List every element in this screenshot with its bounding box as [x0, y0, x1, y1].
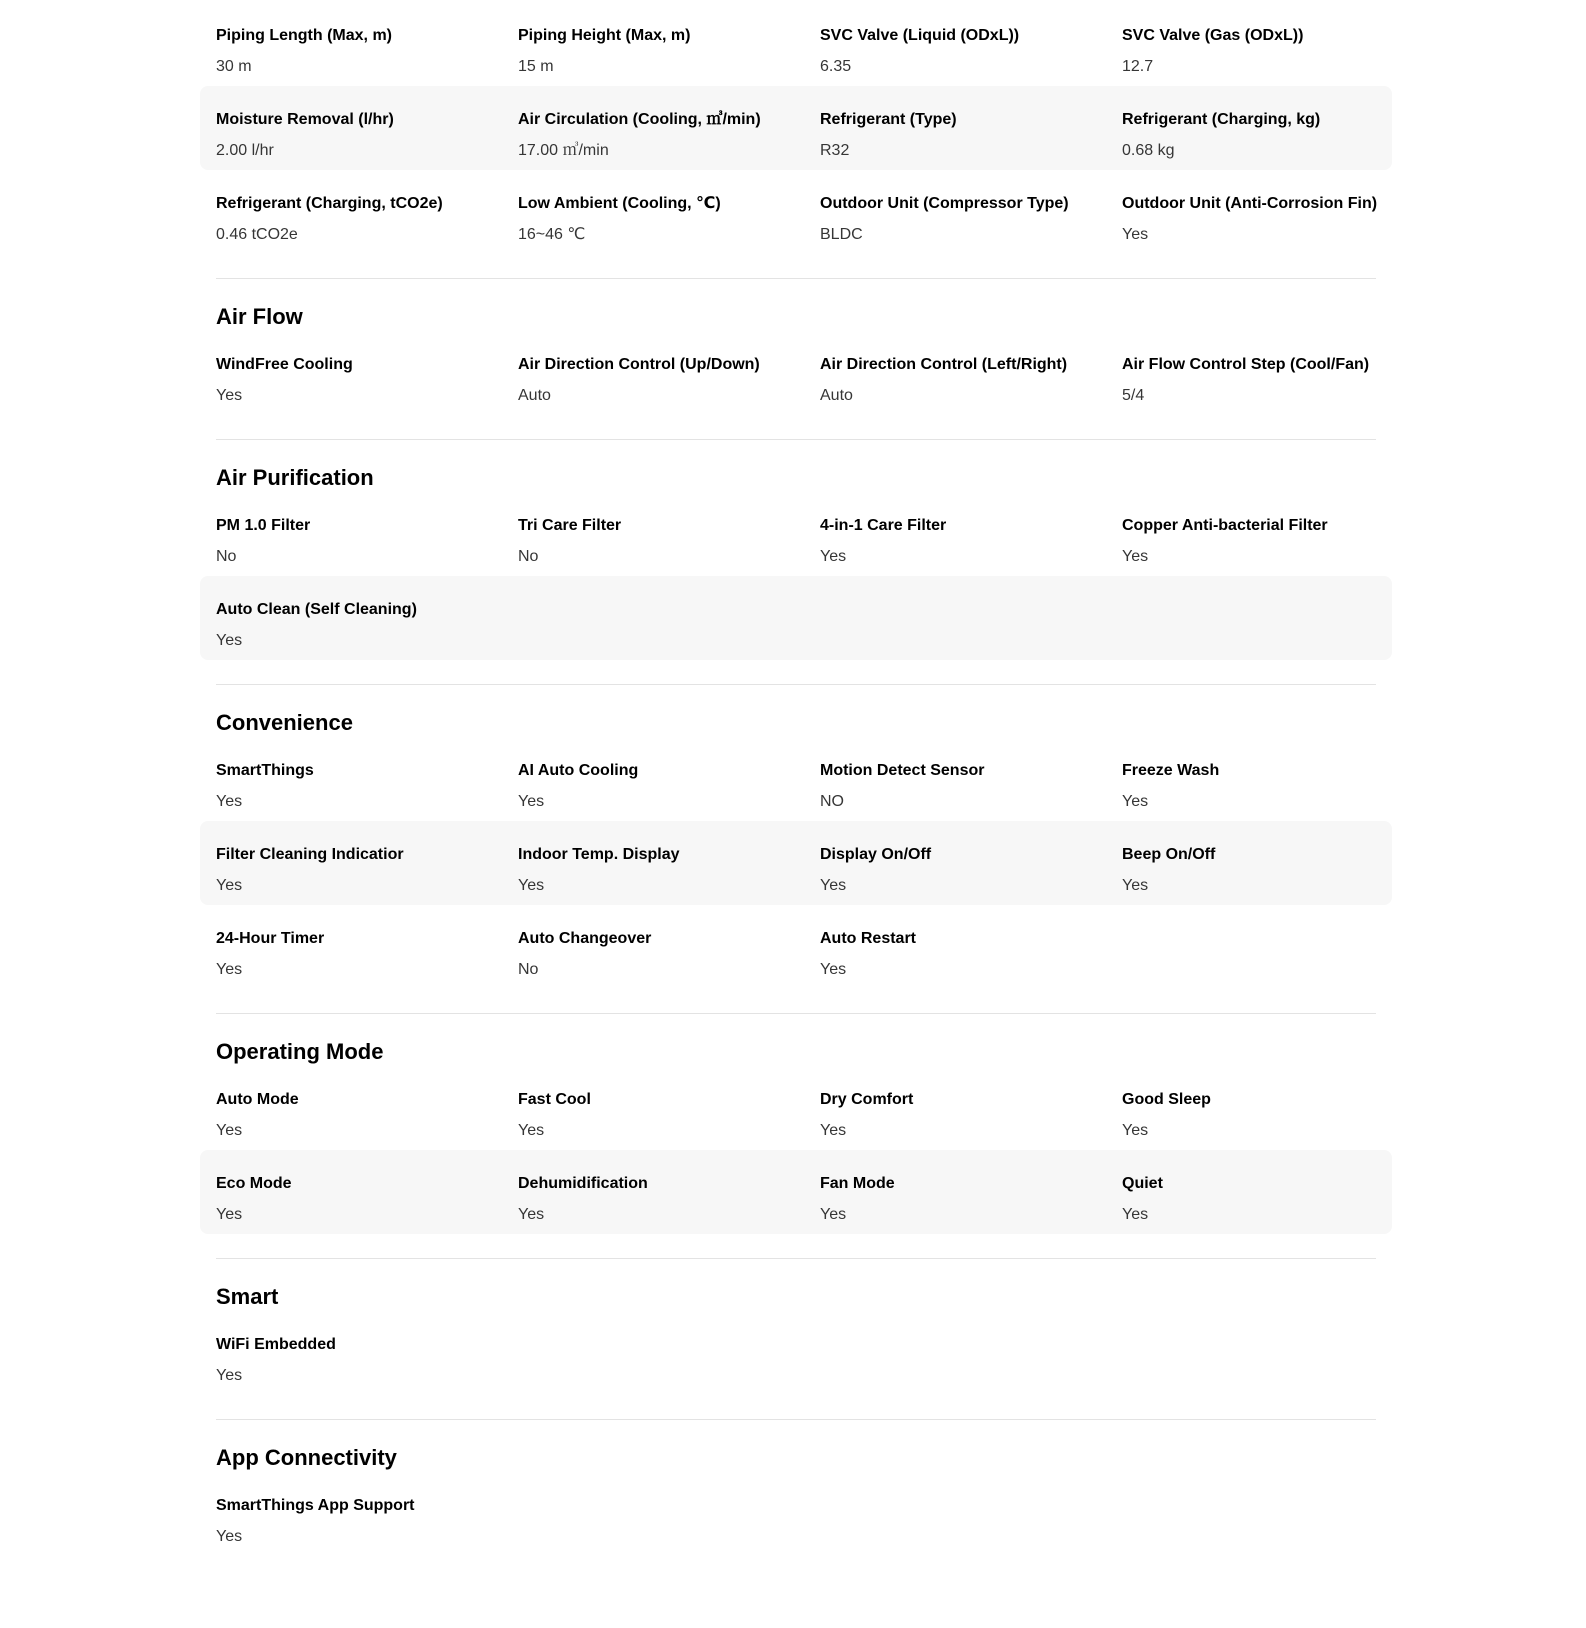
spec-item-dehumidification — [518, 1150, 820, 1234]
spec-section-smart — [200, 1258, 1392, 1395]
spec-label: Filter Cleaning Indicatior — [216, 846, 404, 863]
spec-row — [200, 821, 1392, 905]
spec-value: Yes — [216, 387, 243, 404]
spec-value: Yes — [1122, 1122, 1149, 1139]
spec-value: Yes — [820, 961, 847, 978]
spec-row — [200, 576, 1392, 660]
spec-row — [200, 737, 1392, 821]
spec-label: Quiet — [1122, 1175, 1163, 1192]
spec-value: 30 m — [216, 58, 252, 75]
spec-value: Yes — [518, 1122, 545, 1139]
spec-value: Yes — [216, 961, 243, 978]
spec-value: Yes — [820, 1206, 847, 1223]
spec-group-general — [200, 2, 1392, 254]
spec-item-auto-restart — [820, 905, 1122, 989]
spec-item-4-in-1-care-filter — [820, 492, 1122, 576]
spec-value: NO — [820, 793, 844, 810]
section-title: App Connectivity — [216, 1445, 397, 1470]
spec-label: Low Ambient (Cooling, ℃) — [518, 195, 721, 212]
spec-item-smartthings — [216, 737, 518, 821]
spec-value: Yes — [1122, 1206, 1149, 1223]
spec-label: WiFi Embedded — [216, 1336, 336, 1353]
spec-label: Air Flow Control Step (Cool/Fan) — [1122, 356, 1370, 373]
spec-item-beep-on-off — [1122, 821, 1424, 905]
spec-value: R32 — [820, 142, 850, 159]
spec-value: Yes — [216, 1122, 243, 1139]
spec-label: AI Auto Cooling — [518, 762, 639, 779]
spec-item-auto-mode — [216, 1066, 518, 1150]
spec-label: Indoor Temp. Display — [518, 846, 680, 863]
section-divider — [216, 1258, 1376, 1259]
spec-item-svc-valve-liquid-odxl — [820, 2, 1122, 86]
spec-value: No — [216, 548, 237, 565]
spec-value: BLDC — [820, 226, 863, 243]
spec-row — [200, 1150, 1392, 1234]
spec-item-pm-1-0-filter — [216, 492, 518, 576]
spec-page — [200, 0, 1392, 1556]
spec-row — [200, 1066, 1392, 1150]
spec-item-good-sleep — [1122, 1066, 1424, 1150]
spec-section-air-purification — [200, 439, 1392, 660]
spec-item-ai-auto-cooling — [518, 737, 820, 821]
spec-label: 4-in-1 Care Filter — [820, 517, 947, 534]
spec-item-svc-valve-gas-odxl — [1122, 2, 1424, 86]
spec-label: Beep On/Off — [1122, 846, 1216, 863]
spec-value: 0.68 kg — [1122, 142, 1175, 159]
section-title: Smart — [216, 1284, 279, 1309]
spec-item-wifi-embedded — [216, 1311, 518, 1395]
spec-item-fast-cool — [518, 1066, 820, 1150]
spec-item-refrigerant-charging-tco2e — [216, 170, 518, 254]
spec-row — [200, 86, 1392, 170]
spec-label: SVC Valve (Liquid (ODxL)) — [820, 27, 1020, 44]
spec-row — [200, 905, 1392, 989]
section-title: Air Purification — [216, 465, 374, 490]
spec-label: Auto Restart — [820, 930, 917, 947]
spec-value: Yes — [216, 632, 243, 649]
spec-value: Yes — [518, 877, 545, 894]
spec-label: Air Direction Control (Left/Right) — [820, 356, 1068, 373]
spec-value: 2.00 l/hr — [216, 142, 274, 159]
spec-row — [200, 1311, 1392, 1395]
spec-label: Piping Height (Max, m) — [518, 27, 691, 44]
spec-value: Yes — [518, 1206, 545, 1223]
spec-label: Moisture Removal (l/hr) — [216, 111, 394, 128]
spec-section-air-flow — [200, 278, 1392, 415]
spec-label: Fast Cool — [518, 1091, 591, 1108]
spec-item-filter-cleaning-indicatior — [216, 821, 518, 905]
spec-section-convenience — [200, 684, 1392, 989]
spec-value: 0.46 tCO2e — [216, 226, 298, 243]
spec-label: Display On/Off — [820, 846, 932, 863]
spec-label: Air Circulation (Cooling, ㎥/min) — [518, 111, 761, 128]
spec-item-fan-mode — [820, 1150, 1122, 1234]
spec-value: Yes — [216, 1367, 243, 1384]
spec-label: Eco Mode — [216, 1175, 292, 1192]
spec-item-air-circulation-cooling-min — [518, 86, 820, 170]
spec-item-smartthings-app-support — [216, 1472, 518, 1556]
spec-item-refrigerant-charging-kg — [1122, 86, 1424, 170]
spec-label: SVC Valve (Gas (ODxL)) — [1122, 27, 1304, 44]
spec-row — [200, 170, 1392, 254]
spec-row — [200, 1472, 1392, 1556]
spec-value: No — [518, 548, 539, 565]
spec-item-low-ambient-cooling — [518, 170, 820, 254]
spec-value: Yes — [820, 548, 847, 565]
spec-label: Outdoor Unit (Anti-Corrosion Fin) — [1122, 195, 1378, 212]
spec-item-quiet — [1122, 1150, 1424, 1234]
spec-item-outdoor-unit-anti-corrosion-fin — [1122, 170, 1424, 254]
spec-item-piping-height-max-m — [518, 2, 820, 86]
spec-label: Good Sleep — [1122, 1091, 1211, 1108]
spec-item-display-on-off — [820, 821, 1122, 905]
spec-label: SmartThings — [216, 762, 314, 779]
spec-item-air-flow-control-step-cool-fan — [1122, 331, 1424, 415]
spec-item-copper-anti-bacterial-filter — [1122, 492, 1424, 576]
spec-value: Yes — [216, 877, 243, 894]
spec-value: Yes — [216, 793, 243, 810]
section-title: Convenience — [216, 710, 353, 735]
section-title: Operating Mode — [216, 1039, 384, 1064]
spec-label: Copper Anti-bacterial Filter — [1122, 517, 1328, 534]
spec-value: Auto — [820, 387, 853, 404]
spec-item-eco-mode — [216, 1150, 518, 1234]
section-divider — [216, 278, 1376, 279]
spec-item-motion-detect-sensor — [820, 737, 1122, 821]
spec-label: PM 1.0 Filter — [216, 517, 311, 534]
spec-item-tri-care-filter — [518, 492, 820, 576]
spec-label: Auto Changeover — [518, 930, 652, 947]
spec-label: Auto Clean (Self Cleaning) — [216, 601, 417, 618]
spec-item-windfree-cooling — [216, 331, 518, 415]
spec-label: Refrigerant (Type) — [820, 111, 957, 128]
spec-label: 24-Hour Timer — [216, 930, 325, 947]
spec-label: SmartThings App Support — [216, 1497, 415, 1514]
spec-value: No — [518, 961, 539, 978]
spec-label: Piping Length (Max, m) — [216, 27, 392, 44]
section-divider — [216, 1013, 1376, 1014]
spec-value: 17.00 ㎥/min — [518, 142, 609, 159]
spec-value: 16~46 ℃ — [518, 226, 586, 243]
spec-value: Auto — [518, 387, 551, 404]
spec-value: 12.7 — [1122, 58, 1154, 75]
spec-value: 6.35 — [820, 58, 852, 75]
section-divider — [216, 1419, 1376, 1420]
spec-label: Fan Mode — [820, 1175, 895, 1192]
spec-row — [200, 331, 1392, 415]
spec-value: 15 m — [518, 58, 554, 75]
spec-label: Freeze Wash — [1122, 762, 1220, 779]
section-divider — [216, 684, 1376, 685]
spec-item-air-direction-control-left-right — [820, 331, 1122, 415]
spec-item-auto-clean-self-cleaning — [216, 576, 518, 660]
spec-item-dry-comfort — [820, 1066, 1122, 1150]
spec-label: WindFree Cooling — [216, 356, 353, 373]
spec-value: Yes — [820, 1122, 847, 1139]
spec-value: Yes — [1122, 226, 1149, 243]
spec-value: Yes — [1122, 548, 1149, 565]
spec-row — [200, 2, 1392, 86]
spec-label: Air Direction Control (Up/Down) — [518, 356, 760, 373]
spec-section-operating-mode — [200, 1013, 1392, 1234]
spec-label: Refrigerant (Charging, kg) — [1122, 111, 1321, 128]
spec-value: Yes — [820, 877, 847, 894]
spec-item-indoor-temp-display — [518, 821, 820, 905]
spec-row — [200, 492, 1392, 576]
section-divider — [216, 439, 1376, 440]
spec-item-moisture-removal-l-hr — [216, 86, 518, 170]
spec-label: Refrigerant (Charging, tCO2e) — [216, 195, 443, 212]
spec-label: Outdoor Unit (Compressor Type) — [820, 195, 1069, 212]
spec-item-24-hour-timer — [216, 905, 518, 989]
spec-value: Yes — [1122, 877, 1149, 894]
spec-item-piping-length-max-m — [216, 2, 518, 86]
spec-value: Yes — [518, 793, 545, 810]
spec-item-air-direction-control-up-down — [518, 331, 820, 415]
spec-label: Auto Mode — [216, 1091, 299, 1108]
spec-label: Motion Detect Sensor — [820, 762, 985, 779]
spec-item-outdoor-unit-compressor-type — [820, 170, 1122, 254]
section-title: Air Flow — [216, 304, 303, 329]
spec-value: Yes — [216, 1528, 243, 1545]
spec-label: Tri Care Filter — [518, 517, 622, 534]
spec-value: Yes — [1122, 793, 1149, 810]
spec-section-app-connectivity — [200, 1419, 1392, 1556]
spec-label: Dry Comfort — [820, 1091, 914, 1108]
spec-item-auto-changeover — [518, 905, 820, 989]
spec-label: Dehumidification — [518, 1175, 648, 1192]
spec-value: Yes — [216, 1206, 243, 1223]
spec-item-refrigerant-type — [820, 86, 1122, 170]
spec-item-freeze-wash — [1122, 737, 1424, 821]
spec-value: 5/4 — [1122, 387, 1145, 404]
